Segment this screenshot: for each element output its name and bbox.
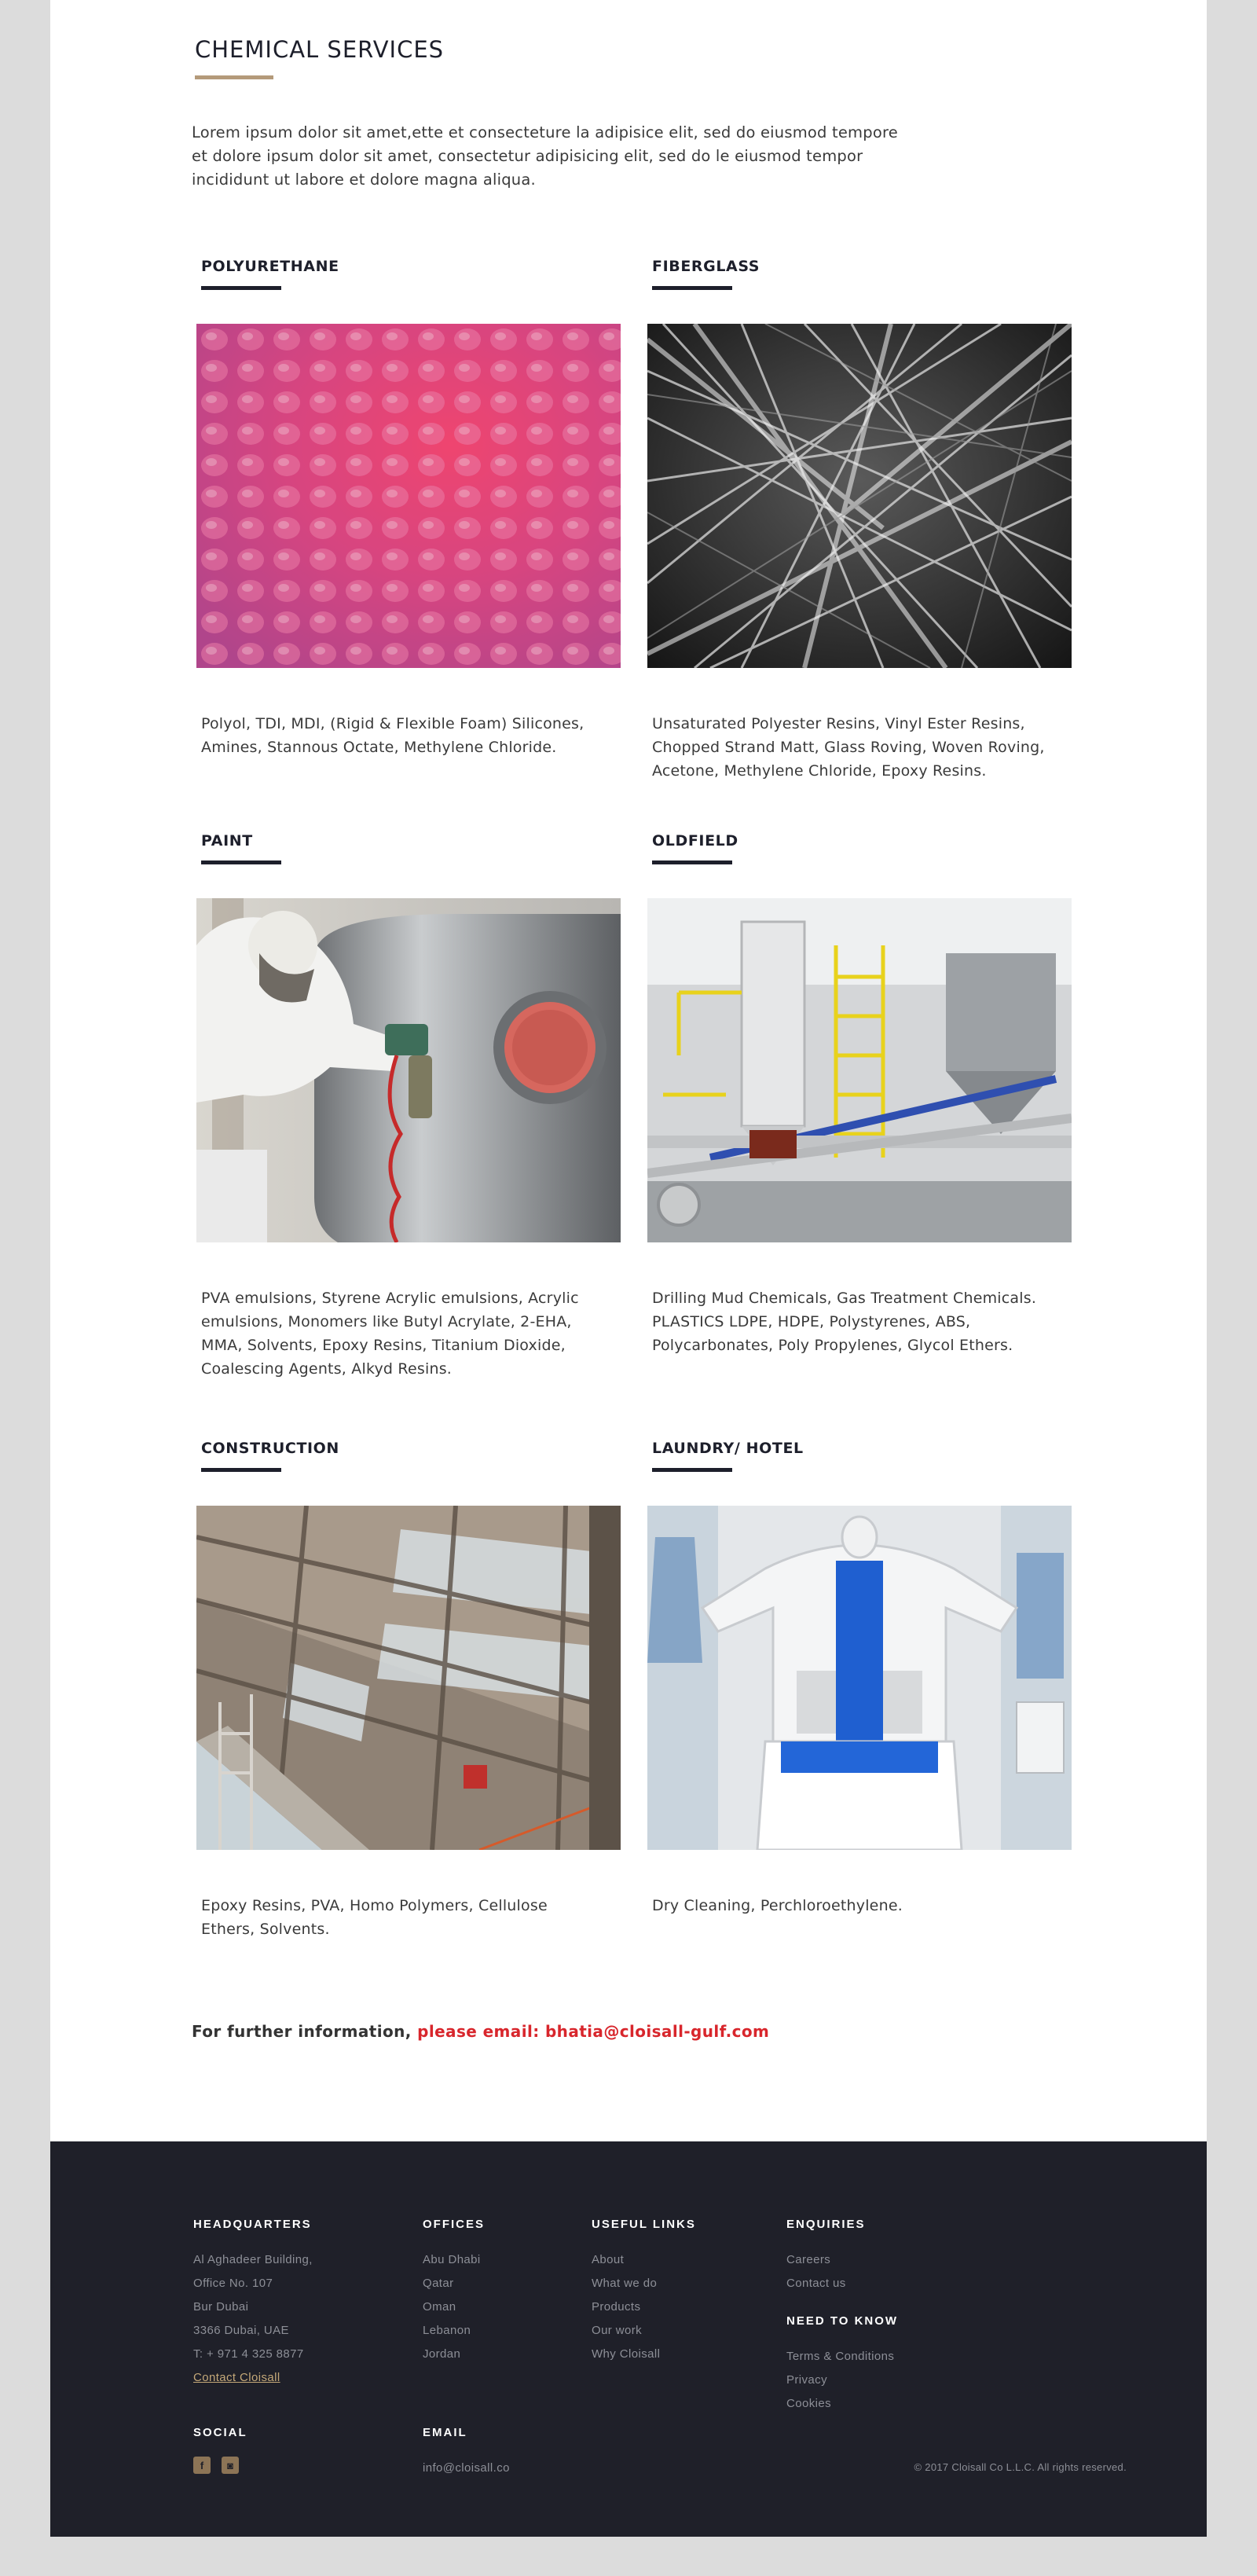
footer-link-products[interactable]: Products [592, 2300, 641, 2314]
footer-useful-links [592, 2218, 696, 2366]
card-description: Unsaturated Polyester Resins, Vinyl Ester Resins, Chopped Strand Matt, Glass Roving, Woven Roving, Acetone, Methylene Chloride, Epoxy Resins. [652, 715, 1045, 780]
page [50, 0, 1207, 2537]
office-link-jordan[interactable]: Jordan [423, 2347, 461, 2361]
footer-link-terms[interactable]: Terms & Conditions [786, 2350, 895, 2363]
card-title: PAINT [201, 832, 253, 849]
hq-address-line: Bur Dubai [193, 2300, 249, 2314]
section-intro: Lorem ipsum dolor sit amet,ette et consecteture la adipisice elit, sed do eiusmod tempore et dolore ipsum dolor sit amet, consectetur adipisicing elit, sed do le eiusmod tempor incididunt ut labore et dolore magna aliqua. [192, 123, 898, 189]
card-title-underline [652, 861, 732, 864]
hq-address-line: Office No. 107 [193, 2277, 273, 2290]
section-title: CHEMICAL SERVICES [195, 36, 445, 63]
footer-heading-offices: OFFICES [423, 2218, 486, 2231]
copyright: © 2017 Cloisall Co L.L.C. All rights reserved. [914, 2461, 1127, 2473]
contact-email-link[interactable]: please email: bhatia@cloisall-gulf.com [417, 2022, 770, 2041]
card-description: Drilling Mud Chemicals, Gas Treatment Chemicals. PLASTICS LDPE, HDPE, Polystyrenes, ABS, Polycarbonates, Poly Propylenes, Glycol Ethers. [652, 1290, 1037, 1354]
social-icons [193, 2457, 247, 2474]
section-title-underline [195, 75, 273, 79]
footer-link-about[interactable]: About [592, 2253, 625, 2266]
hq-phone: T: + 971 4 325 8877 [193, 2347, 304, 2361]
polyurethane-foam-image [196, 324, 621, 668]
card-description: PVA emulsions, Styrene Acrylic emulsions, Acrylic emulsions, Monomers like Butyl Acrylate, 2-EHA, MMA, Solvents, Epoxy Resins, Titanium Dioxide, Coalescing Agents, Alkyd Resins. [201, 1290, 579, 1378]
card-title-underline [201, 286, 281, 290]
card-title: LAUNDRY/ HOTEL [652, 1440, 804, 1457]
footer-email-address[interactable]: info@cloisall.co [423, 2461, 510, 2475]
card-title-underline [652, 286, 732, 290]
footer-link-privacy[interactable]: Privacy [786, 2373, 827, 2387]
footer-link-why-cloisall[interactable]: Why Cloisall [592, 2347, 661, 2361]
footer-link-contact-us[interactable]: Contact us [786, 2277, 846, 2290]
fiberglass-strands-image [647, 324, 1072, 668]
card-title: OLDFIELD [652, 832, 738, 849]
hq-address-line: 3366 Dubai, UAE [193, 2324, 289, 2337]
card-title: CONSTRUCTION [201, 1440, 339, 1457]
footer-heading-enquiries: ENQUIRIES [786, 2218, 866, 2231]
footer-offices [423, 2218, 485, 2366]
footer-heading-useful-links: USEFUL LINKS [592, 2218, 696, 2231]
footer-link-careers[interactable]: Careers [786, 2253, 831, 2266]
card-title: POLYURETHANE [201, 258, 339, 275]
footer-social [193, 2426, 247, 2474]
footer-link-what-we-do[interactable]: What we do [592, 2277, 658, 2290]
info-prefix: For further information, [192, 2022, 412, 2041]
paint-spraying-image [196, 898, 621, 1242]
footer-heading-need-to-know: NEED TO KNOW [786, 2314, 899, 2328]
office-link-lebanon[interactable]: Lebanon [423, 2324, 471, 2337]
footer-headquarters [193, 2218, 313, 2390]
office-link-oman[interactable]: Oman [423, 2300, 456, 2314]
card-title: FIBERGLASS [652, 258, 760, 275]
footer-link-cookies[interactable]: Cookies [786, 2397, 831, 2410]
laundry-press-machine-image [647, 1506, 1072, 1850]
footer-enquiries [786, 2218, 898, 2416]
footer [50, 2141, 1207, 2537]
footer-heading-email: EMAIL [423, 2426, 467, 2439]
facebook-icon[interactable]: f [193, 2457, 211, 2474]
further-information [192, 2022, 769, 2041]
footer-link-our-work[interactable]: Our work [592, 2324, 643, 2337]
construction-site-image [196, 1506, 621, 1850]
footer-email [423, 2426, 510, 2480]
office-link-abu-dhabi[interactable]: Abu Dhabi [423, 2253, 481, 2266]
footer-heading-social: SOCIAL [193, 2426, 247, 2439]
card-title-underline [201, 1468, 281, 1472]
contact-cloisall-link[interactable]: Contact Cloisall [193, 2371, 280, 2384]
card-description: Epoxy Resins, PVA, Homo Polymers, Cellulose Ethers, Solvents. [201, 1897, 548, 1938]
card-description: Dry Cleaning, Perchloroethylene. [652, 1897, 903, 1914]
hq-address-line: Al Aghadeer Building, [193, 2253, 313, 2266]
card-title-underline [652, 1468, 732, 1472]
main-content [50, 0, 1207, 2141]
footer-heading-headquarters: HEADQUARTERS [193, 2218, 312, 2231]
office-link-qatar[interactable]: Qatar [423, 2277, 454, 2290]
oldfield-plant-image [647, 898, 1072, 1242]
instagram-icon[interactable]: ◙ [222, 2457, 239, 2474]
card-title-underline [201, 861, 281, 864]
card-description: Polyol, TDI, MDI, (Rigid & Flexible Foam) Silicones, Amines, Stannous Octate, Methylene Chloride. [201, 715, 585, 756]
